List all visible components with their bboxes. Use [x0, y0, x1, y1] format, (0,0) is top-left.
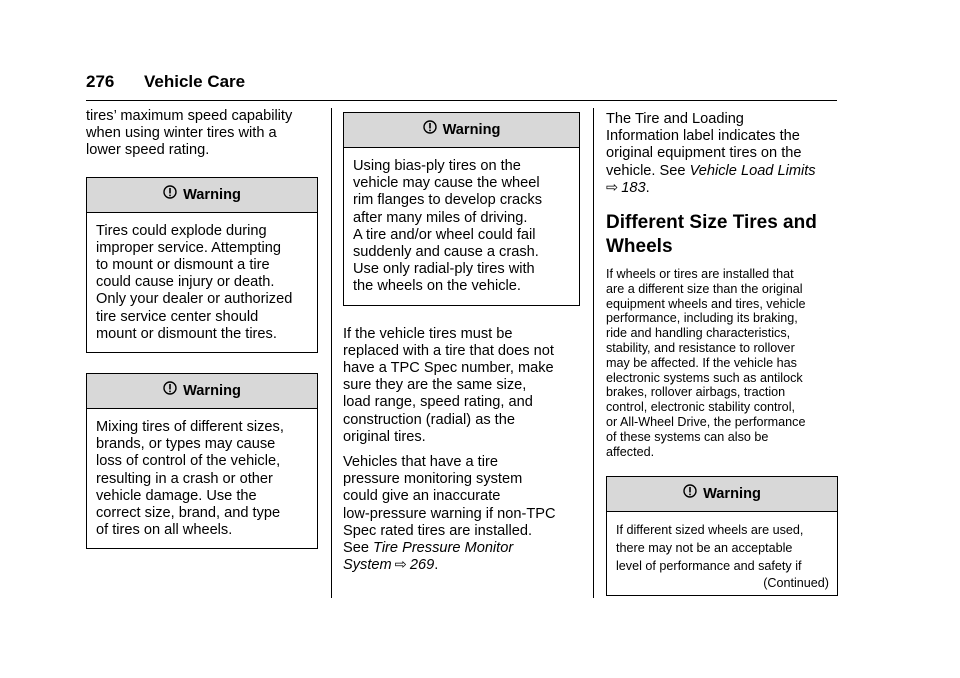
text-line: level of performance and safety if [616, 559, 802, 574]
label-paragraph [606, 111, 838, 197]
intro-paragraph [86, 108, 318, 160]
replacement-paragraph [343, 326, 580, 446]
text-line: suddenly and cause a crash. [353, 244, 539, 261]
warning-header [87, 374, 317, 409]
text-line: load range, speed rating, and [343, 394, 533, 411]
text-line: construction (radial) as the [343, 411, 515, 428]
text-line: pressure monitoring system [343, 471, 523, 488]
warning-title: Warning [183, 383, 241, 400]
text-line: brakes, rollover airbags, traction [606, 385, 786, 400]
text-line: If the vehicle tires must be [343, 325, 513, 342]
text-line: If different sized wheels are used, [616, 523, 804, 538]
warning-header [344, 113, 579, 148]
heading-line: Different Size Tires and [606, 212, 817, 234]
text-line: tires’ maximum speed capability [86, 108, 293, 124]
text-line: Vehicles that have a tire [343, 454, 498, 471]
text-line: Information label indicates the [606, 128, 800, 145]
text-line: vehicle damage. Use the [96, 487, 257, 504]
warning-triangle-icon [163, 381, 177, 401]
page-reference-number[interactable]: 269 [409, 557, 435, 574]
page-number: 276 [86, 72, 115, 91]
tpms-paragraph [343, 454, 580, 574]
text-line: Only your dealer or authorized [96, 291, 293, 308]
text-line: the wheels on the vehicle. [353, 278, 521, 295]
text-line: improper service. Attempting [96, 239, 281, 256]
column-2 [343, 112, 580, 574]
text-line: The Tire and Loading [606, 111, 744, 127]
text-line: loss of control of the vehicle, [96, 453, 281, 470]
text-line: performance, including its braking, [606, 311, 798, 326]
column-1 [86, 108, 318, 549]
text-line: equipment wheels and tires, vehicle [606, 296, 806, 311]
text-line: sure they are the same size, [343, 377, 527, 394]
text-line: brands, or types may cause [96, 436, 276, 453]
warning-title: Warning [183, 186, 241, 203]
text-line: correct size, brand, and type [96, 505, 281, 522]
text-line: after many miles of driving. [353, 209, 528, 226]
continued-label: (Continued) [763, 576, 829, 591]
text-line: or All-Wheel Drive, the performance [606, 414, 806, 429]
text-line: could cause injury or death. [96, 274, 275, 291]
column-divider [331, 108, 332, 598]
text-line: to mount or dismount a tire [96, 257, 270, 274]
page-reference-icon: ⇨ [606, 179, 619, 196]
text-line: See [343, 540, 369, 557]
text-line: are a different size than the original [606, 281, 803, 296]
text-line: of tires on all wheels. [96, 522, 233, 539]
text-line: control, electronic stability control, [606, 400, 795, 415]
page-reference-number[interactable]: 183 [621, 179, 646, 196]
text-line: vehicle may cause the wheel [353, 175, 540, 192]
warning-triangle-icon [683, 484, 697, 504]
cross-reference-link[interactable]: System [343, 557, 392, 574]
text-line: Spec rated tires are installed. [343, 522, 533, 539]
cross-reference-link[interactable]: Tire Pressure Monitor [373, 540, 514, 557]
warning-triangle-icon [423, 120, 437, 140]
text-line: Mixing tires of different sizes, [96, 419, 284, 436]
page-reference-icon: ⇨ [394, 557, 407, 574]
text-line: original tires. [343, 428, 426, 445]
text-line: tire service center should [96, 308, 259, 325]
warning-triangle-icon [163, 185, 177, 205]
text-line: A tire and/or wheel could fail [353, 226, 536, 243]
text-line: affected. [606, 444, 655, 459]
punctuation: . [645, 179, 650, 196]
column-divider [593, 108, 594, 598]
text-line: vehicle. See [606, 162, 686, 179]
text-line: If wheels or tires are installed that [606, 267, 794, 282]
column-3 [606, 111, 838, 596]
warning-body [344, 148, 579, 305]
text-line: of these systems can also be [606, 429, 769, 444]
text-line: lower speed rating. [86, 142, 210, 159]
page-header [86, 72, 837, 101]
heading-line: Wheels [606, 236, 673, 258]
text-line: have a TPC Spec number, make [343, 360, 554, 377]
text-line: Using bias-ply tires on the [353, 158, 521, 174]
text-line: resulting in a crash or other [96, 470, 273, 487]
text-line: replaced with a tire that does not [343, 342, 554, 359]
text-line: electronic systems such as antilock [606, 370, 803, 385]
warning-box [86, 177, 318, 353]
different-size-paragraph [606, 267, 838, 459]
warning-header [87, 178, 317, 213]
text-line: Use only radial-ply tires with [353, 261, 535, 278]
warning-box [343, 112, 580, 306]
text-line: mount or dismount the tires. [96, 325, 277, 342]
warning-box [86, 373, 318, 549]
text-line: may be affected. If the vehicle has [606, 355, 797, 370]
text-line: Tires could explode during [96, 222, 267, 239]
section-heading [606, 211, 838, 259]
text-line: when using winter tires with a [86, 125, 277, 142]
text-line: stability, and resistance to rollover [606, 341, 795, 355]
cross-reference-link[interactable]: Vehicle Load Limits [689, 162, 816, 179]
section-title: Vehicle Care [144, 72, 246, 91]
warning-title: Warning [703, 486, 761, 503]
warning-body [607, 512, 837, 595]
text-line: original equipment tires on the [606, 145, 802, 162]
text-line: low-pressure warning if non-TPC [343, 505, 556, 522]
warning-body [87, 213, 317, 352]
warning-title: Warning [442, 122, 501, 138]
warning-body [87, 409, 317, 548]
text-line: could give an inaccurate [343, 488, 501, 505]
text-line: there may not be an acceptable [616, 541, 793, 556]
punctuation: . [434, 557, 439, 574]
text-line: rim flanges to develop cracks [353, 192, 542, 209]
warning-box [606, 476, 838, 596]
warning-header [607, 477, 837, 512]
text-line: ride and handling characteristics, [606, 326, 791, 341]
